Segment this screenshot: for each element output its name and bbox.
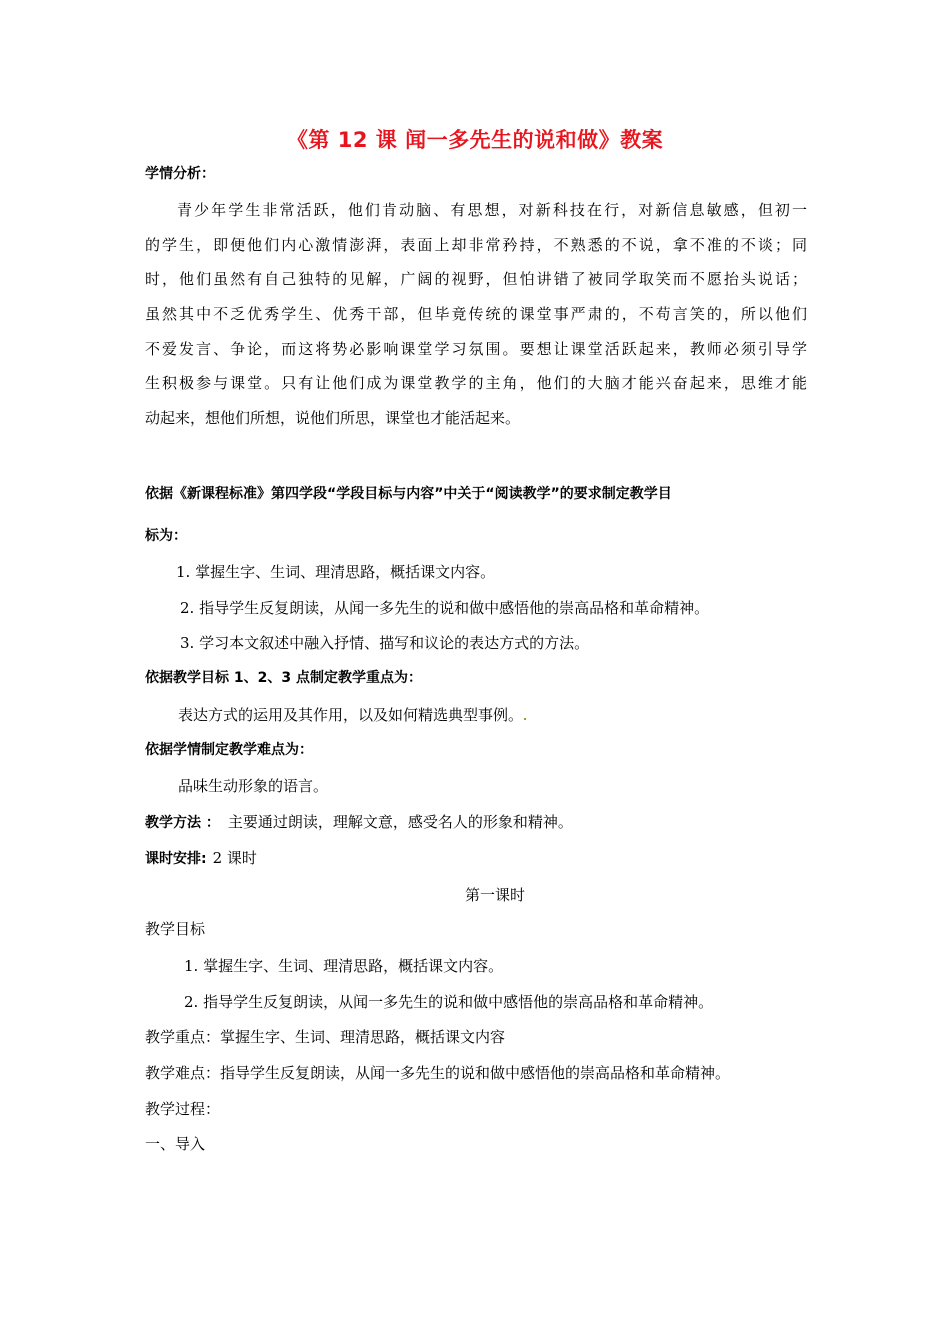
document-title: 《第 12 课 闻一多先生的说和做》教案 bbox=[286, 128, 664, 152]
key-text: 表达方式的运用及其作用，以及如何精选典型事例。 bbox=[178, 705, 527, 725]
difficulty-text: 品味生动形象的语言。 bbox=[178, 777, 329, 795]
difficulty-heading: 依据学情制定教学难点为： bbox=[145, 742, 313, 758]
process-heading: 教学过程： bbox=[145, 1100, 221, 1118]
xueqing-line-4: 虽然其中不乏优秀学生、优秀干部，但毕竟传统的课堂事严肃的，不苟言笑的，所以他们 bbox=[145, 305, 807, 324]
xueqing-paragraph bbox=[145, 200, 807, 443]
lesson1-key: 教学重点：掌握生字、生词、理清思路，概括课文内容 bbox=[145, 1028, 506, 1046]
lesson1-goal-2: 2. 指导学生反复朗读，从闻一多先生的说和做中感悟他的崇高品格和革命精神。 bbox=[184, 993, 714, 1011]
key-heading: 依据教学目标 1、2、3 点制定教学重点为： bbox=[145, 670, 422, 686]
goal-item-1: 1. 掌握生字、生词、理清思路，概括课文内容。 bbox=[176, 563, 496, 581]
schedule-text: 2 课时 bbox=[212, 849, 257, 867]
xueqing-line-2: 的学生，即便他们内心激情澎湃，表面上却非常矜持，不熟悉的不说，拿不准的不谈；同 bbox=[145, 235, 807, 254]
method-text: 主要通过朗读，理解文意，感受名人的形象和精神。 bbox=[227, 813, 573, 831]
xueqing-line-1: 青少年学生非常活跃，他们肯动脑、有思想，对新科技在行，对新信息敏感，但初一 bbox=[177, 201, 807, 219]
goal-item-2: 2. 指导学生反复朗读，从闻一多先生的说和做中感悟他的崇高品格和革命精神。 bbox=[180, 599, 710, 617]
xueqing-heading: 学情分析： bbox=[145, 166, 215, 182]
basis-line-2: 标为： bbox=[145, 528, 187, 544]
method-label: 教学方法 ： bbox=[145, 815, 220, 831]
xueqing-line-6: 生积极参与课堂。只有让他们成为课堂教学的主角，他们的大脑才能兴奋起来，思维才能 bbox=[145, 374, 807, 393]
stray-mark bbox=[524, 718, 526, 720]
xueqing-line-7: 动起来，想他们所想，说他们所思，课堂也才能活起来。 bbox=[145, 409, 521, 428]
xueqing-line-3: 时，他们虽然有自己独特的见解，广阔的视野，但怕讲错了被同学取笑而不愿抬头说话； bbox=[145, 270, 807, 289]
schedule-line bbox=[145, 848, 257, 869]
schedule-label: 课时安排: bbox=[145, 851, 207, 867]
intro-heading: 一、导入 bbox=[145, 1135, 206, 1153]
basis-line-1: 依据《新课程标准》第四学段“学段目标与内容”中关于“阅读教学”的要求制定教学目 bbox=[145, 486, 672, 502]
lesson1-title: 第一课时 bbox=[464, 886, 525, 904]
goal-item-3: 3. 学习本文叙述中融入抒情、描写和议论的表达方式的方法。 bbox=[180, 634, 590, 652]
lesson1-difficulty: 教学难点：指导学生反复朗读，从闻一多先生的说和做中感悟他的崇高品格和革命精神。 bbox=[145, 1064, 731, 1082]
xueqing-line-5: 不爱发言、争论，而这将势必影响课堂学习氛围。要想让课堂活跃起来，教师必须引导学 bbox=[145, 339, 807, 358]
lesson1-goal-1: 1. 掌握生字、生词、理清思路，概括课文内容。 bbox=[184, 957, 504, 975]
lesson1-goal-heading: 教学目标 bbox=[145, 920, 206, 938]
method-line bbox=[145, 812, 573, 833]
